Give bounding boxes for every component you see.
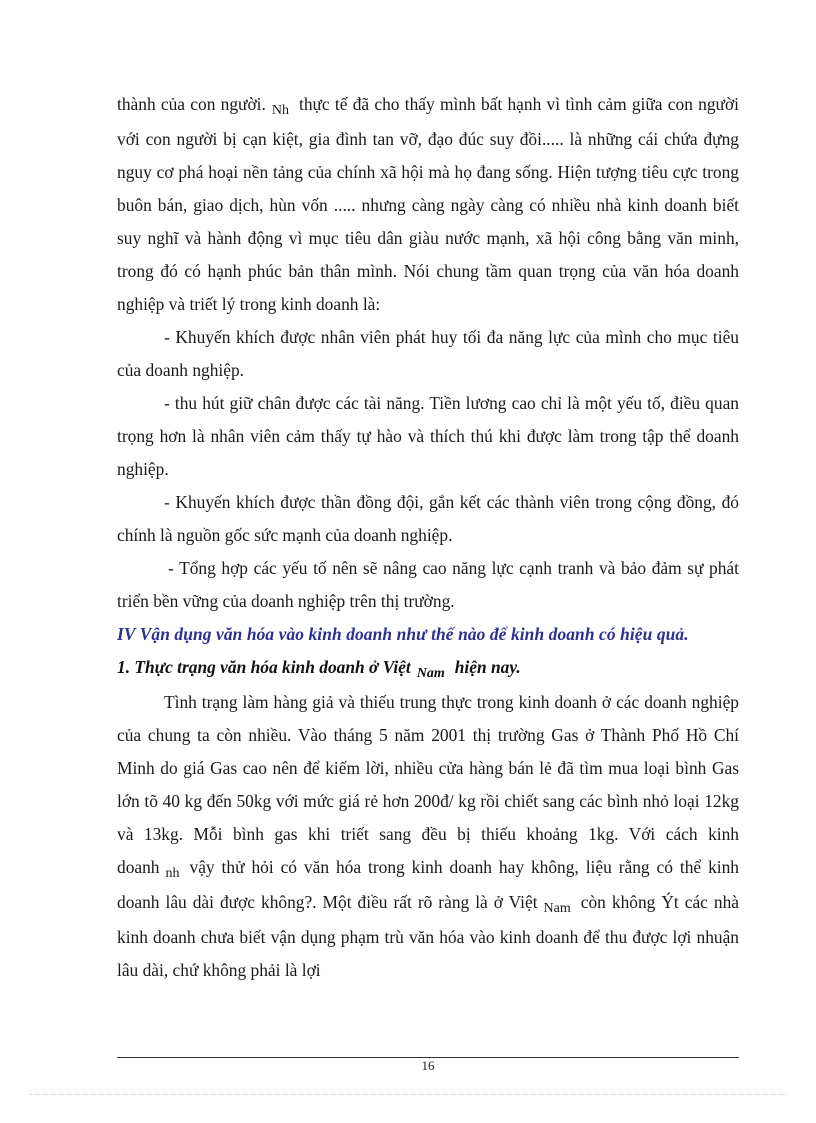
paragraph-intro: thành của con người. $_{Nh}$ thực tế đã cho thấy mình bất hạnh vì tình cảm giữa con người với con người bị cạn kiệt, gia đình tan vỡ, đạo đúc suy đồi..... là những cái chứa đựng nguy cơ phá hoại nền tảng của chính xã hội mà họ đang sống. Hiện tượng tiêu cực trong buôn bán, giao dịch, hùn vốn ..... nhưng càng ngày càng có nhiều nhà kinh doanh biết suy nghĩ và hành động vì mục tiêu dân giàu nước mạnh, xã hội công bằng văn minh, trong đó có hạnh phúc bản thân mình. Nói chung tầm quan trọng của văn hóa doanh nghiệp và triết lý trong kinh doanh là: [117, 94, 739, 314]
bullet-item: - Khuyến khích được nhân viên phát huy tối đa năng lực của mình cho mục tiêu của doanh nghiệp. [117, 327, 739, 380]
inline-fragment: Nam [416, 666, 445, 681]
page-edge-divider [30, 1094, 786, 1095]
inline-fragment: Nam [543, 901, 571, 916]
page-number: 16 [421, 1058, 435, 1073]
page-body [117, 88, 739, 987]
inline-fragment: Nh [271, 103, 289, 118]
bullet-item: - thu hút giữ chân được các tài năng. Tiền lương cao chỉ là một yếu tố, điều quan trọng hơn là nhân viên cảm thấy tự hào và thích thú khi được làm trong tập thể doanh nghiệp. [117, 393, 739, 479]
inline-fragment: nh [165, 866, 180, 881]
paragraph-body: Tình trạng làm hàng giả và thiếu trung thực trong kinh doanh ở các doanh nghiệp của chung ta còn nhiều. Vào tháng 5 năm 2001 thị trường Gas ở Thành Phố Hồ Chí Minh do giá Gas cao nên để kiếm lời, nhiều cửa hàng bán lẻ đã tìm mua loại bình Gas lớn tõ 40 kg đến 50kg với mức giá rẻ hơn 200đ/ kg rồi chiết sang các bình nhỏ loại 12kg và 13kg. Mỗi bình gas khi triết sang đều bị thiếu khoảng 1kg. Với cách kinh doanh $_{nh}$ vậy thử hỏi có văn hóa trong kinh doanh hay không, liệu rằng có thể kinh doanh lâu dài được không?. Một điều rất rõ ràng là ở Việt $_{Nam}$ còn không Ýt các nhà kinh doanh chưa biết vận dụng phạm trù văn hóa vào kinh doanh để thu được lợi nhuận lâu dài, chứ không phải là lợi [117, 692, 740, 980]
section-heading: IV Vận dụng văn hóa vào kinh doanh như thế nào để kinh doanh có hiệu quả. [117, 624, 689, 644]
bullet-item: - Khuyến khích được thần đồng đội, gắn kết các thành viên trong cộng đồng, đó chính là nguồn gốc sức mạnh của doanh nghiệp. [117, 492, 739, 545]
subsection-heading: 1. Thực trạng văn hóa kinh doanh ở Việt $_{Nam}$ hiện nay. [117, 657, 521, 681]
bullet-item: - Tổng hợp các yếu tố nên sẽ nâng cao năng lực cạnh tranh và bảo đảm sự phát triển bền vững của doanh nghiệp trên thị trường. [117, 558, 739, 611]
